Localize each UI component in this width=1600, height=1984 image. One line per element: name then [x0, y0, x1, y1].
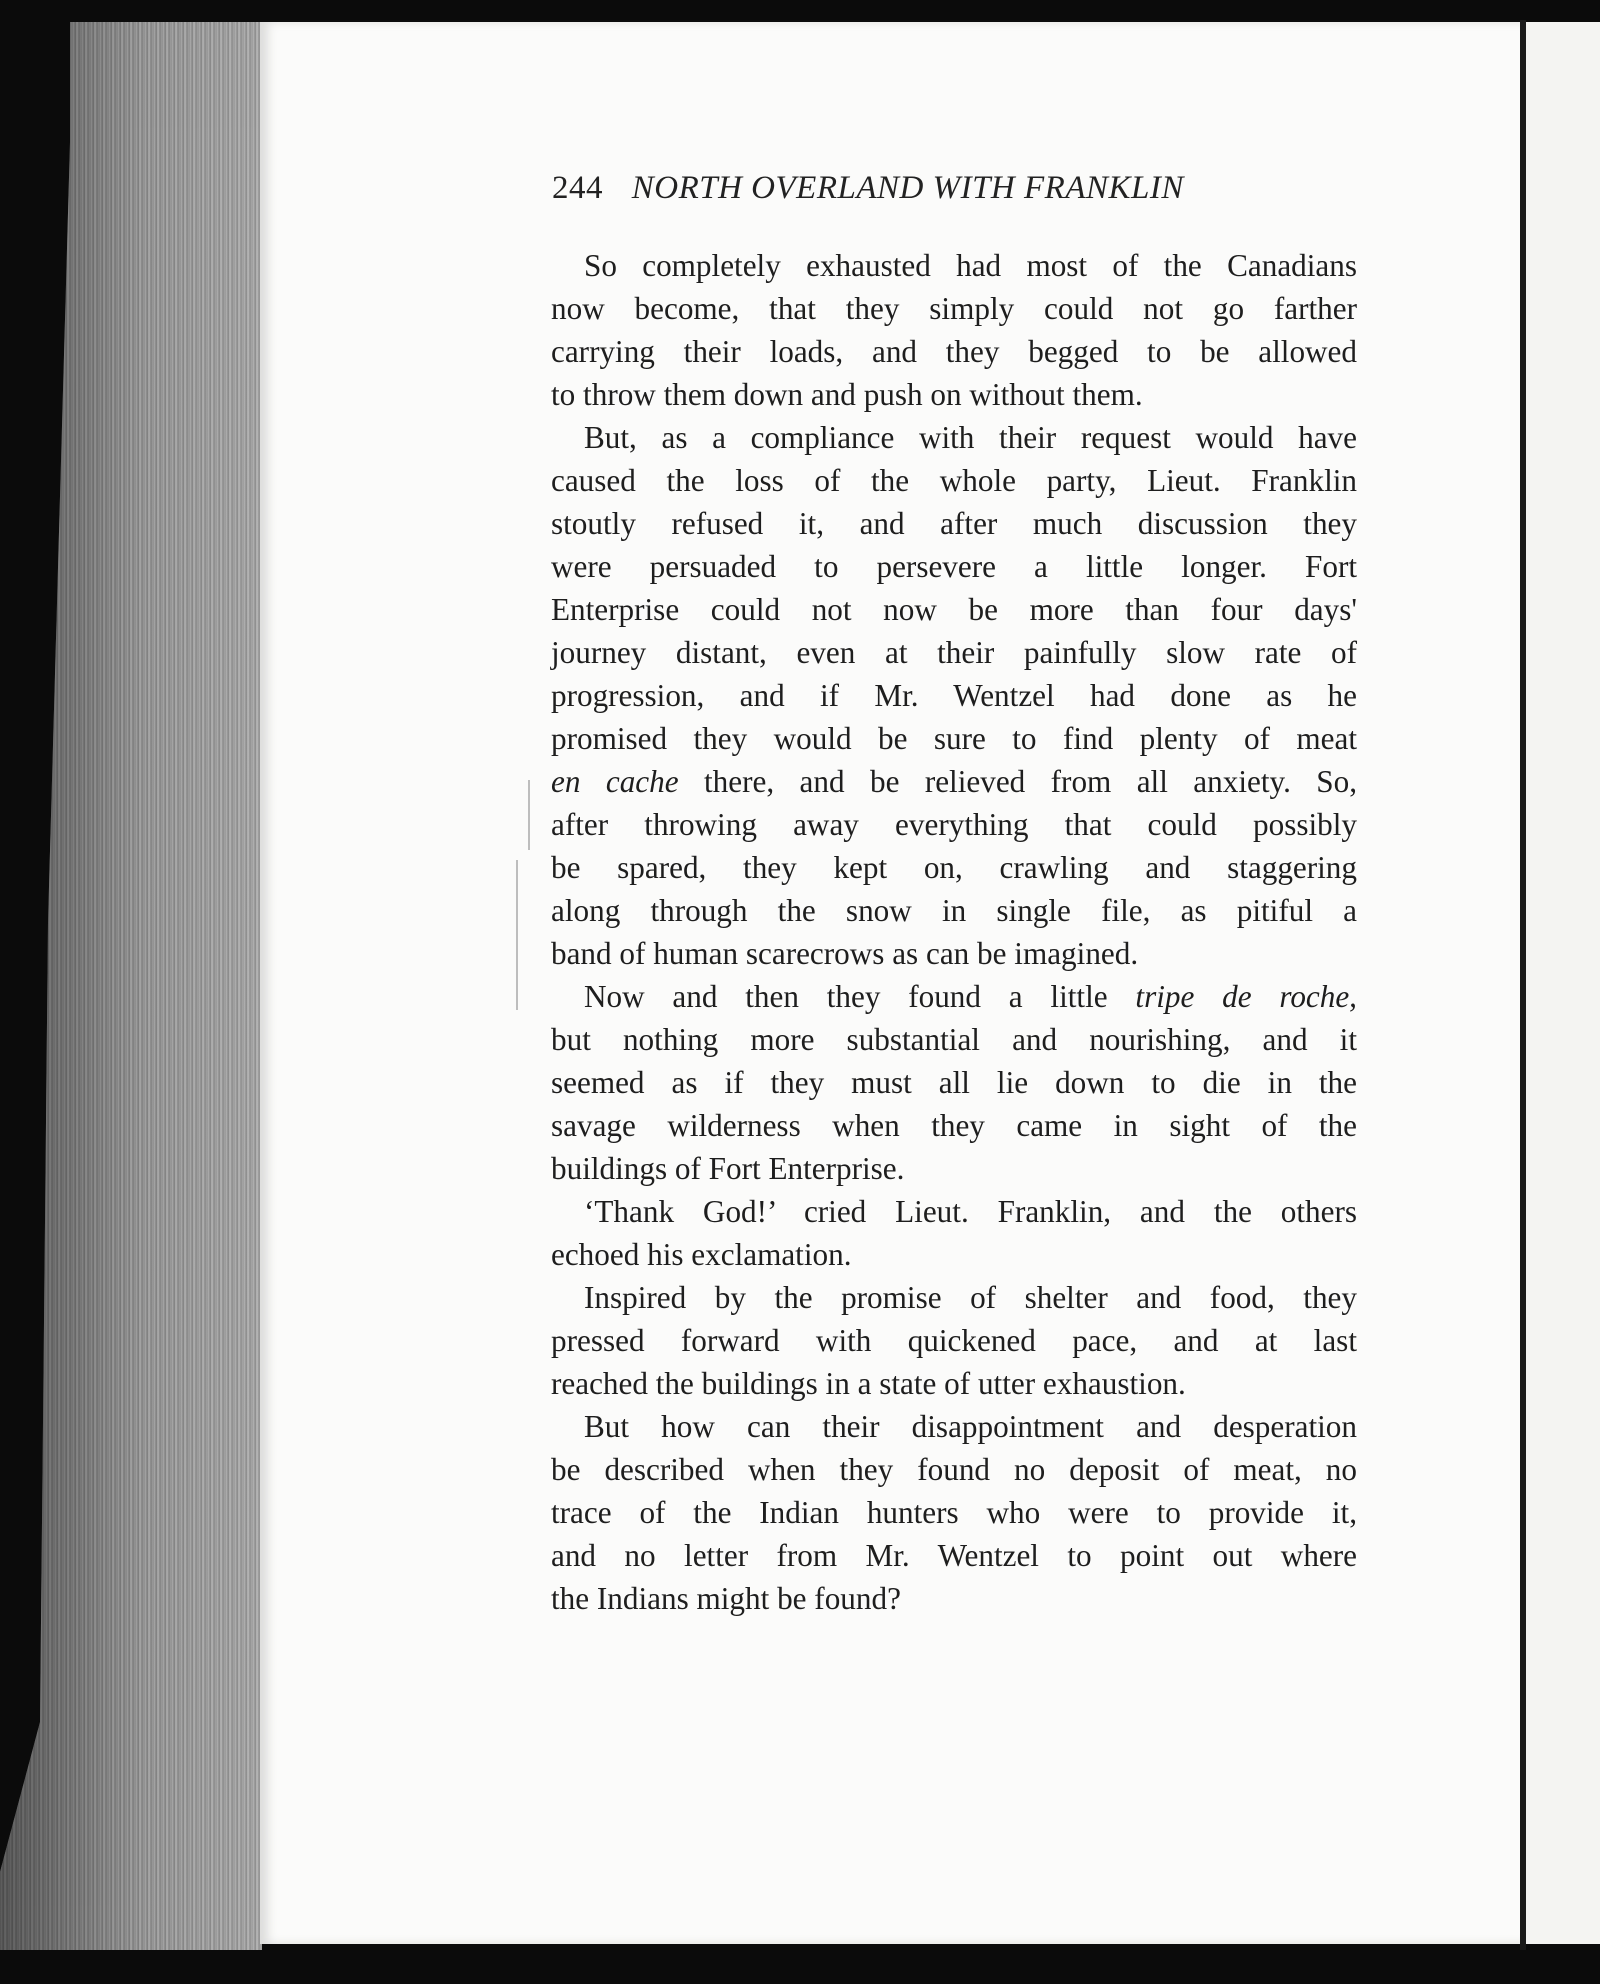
text-line [551, 975, 1357, 1018]
text-line: the Indians might be found? [551, 1581, 901, 1616]
text-line: to throw them down and push on without them. [551, 377, 1143, 412]
text-line: trace of the Indian hunters who were to provide it, [551, 1495, 1357, 1530]
text-line: promised they would be sure to find plenty of meat [551, 721, 1357, 756]
running-header [552, 170, 1352, 207]
text-line: carrying their loads, and they begged to be allowed [551, 334, 1357, 369]
text-line: stoutly refused it, and after much discussion they [551, 506, 1357, 541]
text-line: Inspired by the promise of shelter and food, they [584, 1280, 1357, 1315]
page-number: 244 [552, 170, 603, 206]
text-line: caused the loss of the whole party, Lieut. Franklin [551, 463, 1357, 498]
text-line: reached the buildings in a state of utter exhaustion. [551, 1366, 1186, 1401]
running-title: NORTH OVERLAND WITH FRANKLIN [631, 170, 1184, 206]
text-fragment: Now and then they found a little [584, 979, 1108, 1014]
text-line: ‘Thank God!’ cried Lieut. Franklin, and the others [584, 1194, 1357, 1229]
text-line: seemed as if they must all lie down to die in the [551, 1065, 1357, 1100]
text-line: Enterprise could not now be more than four days' [551, 592, 1357, 627]
body-text [551, 244, 1357, 1620]
text-line: but nothing more substantial and nourishing, and it [551, 1022, 1357, 1057]
text-line: after throwing away everything that could possibly [551, 807, 1357, 842]
italic-phrase: en cache [551, 764, 679, 799]
text-line: savage wilderness when they came in sight of the [551, 1108, 1357, 1143]
text-line: band of human scarecrows as can be imagined. [551, 936, 1139, 971]
text-line: progression, and if Mr. Wentzel had done as he [551, 678, 1357, 713]
text-fragment: there, and be relieved from all anxiety. So, [704, 764, 1358, 799]
margin-mark [516, 860, 518, 1010]
text-line: were persuaded to persevere a little longer. Fort [551, 549, 1357, 584]
text-line: echoed his exclamation. [551, 1237, 852, 1272]
italic-phrase: tripe de roche, [1135, 979, 1357, 1014]
text-line: now become, that they simply could not go farther [551, 291, 1357, 326]
text-line: along through the snow in single file, as pitiful a [551, 893, 1357, 928]
text-line [551, 760, 1357, 803]
text-line: buildings of Fort Enterprise. [551, 1151, 905, 1186]
text-line: But, as a compliance with their request would have [584, 420, 1357, 455]
text-line: But how can their disappointment and desperation [584, 1409, 1357, 1444]
margin-mark [528, 780, 530, 850]
text-line: So completely exhausted had most of the Canadians [584, 248, 1357, 283]
text-line: journey distant, even at their painfully slow rate of [551, 635, 1357, 670]
text-line: be spared, they kept on, crawling and staggering [551, 850, 1357, 885]
facing-page-sliver [1526, 22, 1600, 1944]
text-line: be described when they found no deposit of meat, no [551, 1452, 1357, 1487]
text-line: pressed forward with quickened pace, and at last [551, 1323, 1357, 1358]
text-line: and no letter from Mr. Wentzel to point out where [551, 1538, 1357, 1573]
